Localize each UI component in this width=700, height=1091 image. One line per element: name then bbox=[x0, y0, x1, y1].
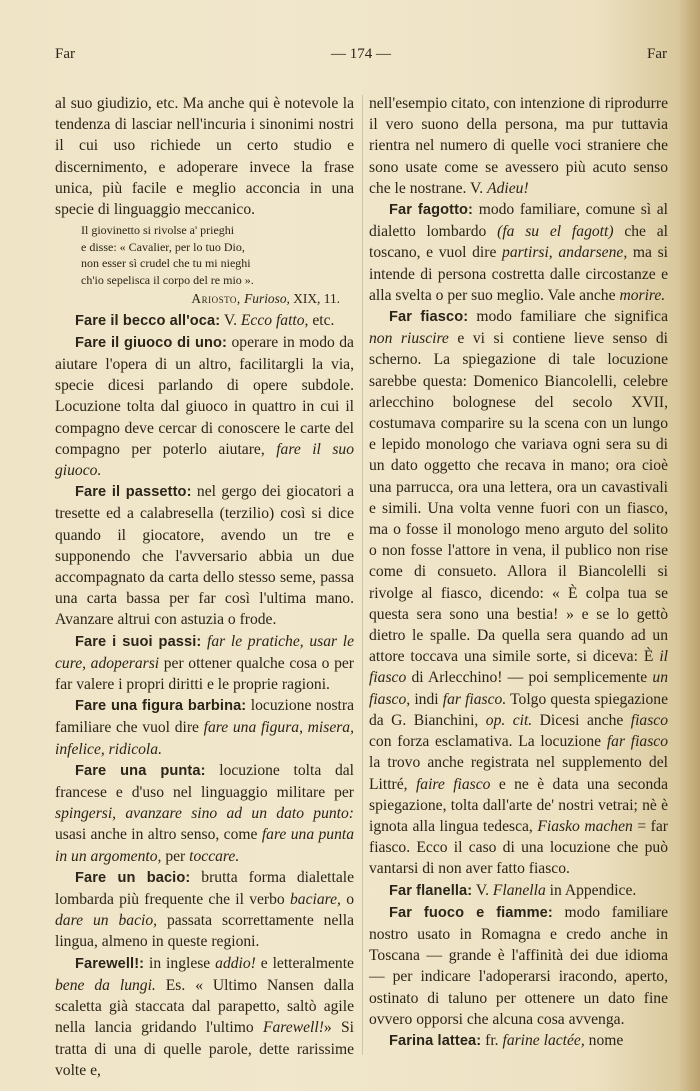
entry-text: usasi anche in altro senso, come bbox=[55, 826, 258, 844]
entry-text: operare in modo da aiutare l'opera di un altro, facilitargli la via, specie dicesi parlando di opere subdole. Locuzione tolta dal giuoco in quattro in cui il compagno deve cercar di conoscere le carte del compagno per poterlo aiutare, bbox=[55, 333, 354, 458]
entry-text: in inglese bbox=[149, 954, 211, 972]
entry-fare-il-becco-all-oca bbox=[55, 310, 354, 332]
entry-term: Far flanella: bbox=[389, 882, 473, 899]
entry-italic: far fiasco. bbox=[442, 690, 507, 708]
entry-italic: non riuscire bbox=[369, 330, 449, 348]
entry-italic: faire fiasco bbox=[415, 775, 491, 793]
entry-text: locuzione tolta dal francese e d'uso nel linguaggio militare per bbox=[55, 761, 354, 802]
entry-italic: il fiasco bbox=[369, 648, 668, 687]
entry-italic: farine lactée, bbox=[502, 1031, 585, 1049]
left-column bbox=[55, 93, 354, 1081]
entry-italic: fare una figura, misera, infelice, ridicola. bbox=[55, 719, 355, 758]
entry-text: nel gergo dei giocatori a tresette ed a calabresella (terzilio) così si dice quando il giocatore, avendo un tre e supponendo che l'avversario abbia un due accompagnato da carta dello stesso seme, passa una carta bassa per far così l'ultima mano. Avanzare altrui con astuzia o frode. bbox=[55, 483, 354, 629]
entry-far-fagotto bbox=[369, 199, 668, 306]
entry-italic: Fiasko machen bbox=[537, 817, 633, 835]
entry-text: per ottener qualche cosa o per far valere i propri diritti e le proprie ragioni. bbox=[55, 654, 354, 694]
entry-text: di Arlecchino! — poi semplicemente bbox=[411, 669, 648, 687]
entry-italic: fare una punta in un argomento, bbox=[55, 826, 355, 865]
entry-italic: un fiasco, bbox=[369, 669, 668, 708]
entry-term: Far fagotto: bbox=[389, 202, 474, 219]
entry-term: Farina lattea: bbox=[389, 1032, 482, 1049]
entry-fare-il-giuoco-di-uno bbox=[55, 332, 354, 481]
entry-text: per bbox=[165, 847, 186, 865]
entry-text: in Appendice. bbox=[549, 881, 637, 899]
entry-italic: Ecco fatto bbox=[240, 311, 305, 329]
header-left-word: Far bbox=[55, 46, 75, 62]
entry-italic: fare il suo giuoco. bbox=[55, 440, 354, 480]
page-edge-shadow bbox=[678, 0, 700, 1091]
page-number: — 174 — bbox=[331, 46, 391, 62]
entry-text: Dicesi anche bbox=[539, 711, 624, 729]
entry-text: V. bbox=[223, 311, 237, 329]
entry-far-flanella bbox=[369, 880, 668, 902]
column-divider bbox=[362, 95, 363, 1055]
entry-text: e vi si contiene lieve senso di scherno. La spiegazione di tale locuzione sarebbe questa: Domenico Biancolelli, celebre arlecchino bolognese del secolo XVII, costumava comparire su la scena con un lungo e lepido monologo che variava ogni sera su di un dato oggetto che recava in mano; ora cioè una parrucca, ora una lettera, ora un cavastivali e simili. Una volta venne fuori con un fiasco, ma o fosse il monologo meno arguto del solito o non fosse l'attore in vena, il publico non rise come di consueto. Allora il Biancolelli si rivolge al fiasco, dicendo: « È colpa tua se questa sera sono una bestia! » e se lo gettò dietro le spalle. Da quella sera quando ad un attore toccava una simile sorte, si diceva: È bbox=[369, 330, 668, 666]
entry-text: passata scorrettamente nella lingua, almeno in queste regioni. bbox=[55, 912, 354, 951]
verse-line: e disse: « Cavalier, per lo tuo Dio, bbox=[81, 239, 245, 254]
entry-italic: partirsi, andarsene, bbox=[502, 244, 628, 262]
entry-italic: dare un bacio, bbox=[55, 912, 158, 930]
paragraph-text: al suo giudizio, etc. Ma anche qui è notevole la tendenza di lasciar nell'incuria i sinonimi nostri il cui uso richiede un certo studio e discernimento, e adoperare invece la frase unica, più facile e meglio acconcia in una specie di linguaggio meccanico. bbox=[55, 95, 354, 219]
entry-fare-i-suoi-passi bbox=[55, 631, 354, 696]
entry-italic: baciare, bbox=[289, 891, 341, 909]
entry-term: Far fiasco: bbox=[389, 309, 469, 326]
entry-term: Fare un bacio: bbox=[75, 869, 191, 886]
entry-text: e letteralmente bbox=[260, 954, 354, 972]
entry-term: Fare una figura barbina: bbox=[75, 698, 247, 715]
entry-italic: Farewell! bbox=[262, 1019, 324, 1037]
verse-line: ch'io sepelisca il corpo del re mio ». bbox=[81, 273, 254, 287]
right-column bbox=[369, 93, 668, 1052]
entry-text: nome bbox=[588, 1031, 624, 1049]
entry-term: Far fuoco e fiamme: bbox=[389, 904, 553, 921]
entry-fare-il-passetto bbox=[55, 481, 354, 630]
entry-term: Fare il giuoco di uno: bbox=[75, 334, 228, 351]
entry-text: , etc. bbox=[304, 311, 335, 329]
entry-italic: fiasco bbox=[630, 711, 668, 729]
continued-paragraph bbox=[369, 93, 668, 199]
entry-italic: bene da lungi. bbox=[55, 976, 156, 994]
entry-text: = far fiasco. Ecco il caso di una locuzione che può vantarsi di non aver fatto fiasco. bbox=[369, 817, 668, 878]
entry-fare-un-bacio bbox=[55, 867, 354, 953]
entry-fare-una-punta bbox=[55, 760, 354, 867]
entry-text: indi bbox=[414, 690, 439, 708]
entry-term: Fare una punta: bbox=[75, 762, 206, 779]
paragraph-text: nell'esempio citato, con intenzione di riprodurre il vero suono della persona, ma pur tuttavia rientra nel numero di quelle voci straniere che sono usate come se avessero più acuto senso che le nostrane. V. bbox=[369, 95, 668, 197]
running-header bbox=[55, 44, 667, 66]
entry-term: Fare i suoi passi: bbox=[75, 633, 202, 650]
entry-far-fiasco bbox=[369, 306, 668, 879]
entry-text: Es. « Ultimo Nansen dalla scaletta già staccata dal parapetto, saltò agile nella lancia gridando l'ultimo bbox=[55, 976, 355, 1037]
entry-text: modo familiare che significa bbox=[476, 308, 669, 326]
entry-italic: Adieu! bbox=[487, 179, 529, 197]
entry-italic: op. cit. bbox=[485, 711, 533, 729]
entry-fare-una-figura-barbina bbox=[55, 695, 354, 760]
entry-text: ma si intende di persona costretta dalle circostanze e alla svelta o per suo meglio. Vale anche bbox=[369, 244, 668, 304]
entry-text: modo familiare, comune sì al dialetto lombardo bbox=[369, 201, 669, 241]
attribution-ref: XIX, 11. bbox=[293, 290, 340, 306]
verse-quotation bbox=[55, 222, 354, 288]
entry-italic: toccare. bbox=[189, 847, 240, 865]
entry-term: Fare il passetto: bbox=[75, 484, 192, 501]
entry-italic: Flanella bbox=[492, 881, 546, 899]
entry-text: che al toscano, e vuol dire bbox=[369, 223, 668, 262]
verse-line: non esser sì crudel che tu mi nieghi bbox=[81, 256, 251, 271]
entry-text: modo familiare nostro usato in Romagna e credo anche in Toscana — grande è l'affinità dei due idioma — per indicare l'adoperarsi iracondo, aperto, ostinato di taluno per ottenere un dato fine ovvero opporsi che alcuna cosa avvenga. bbox=[369, 903, 668, 1028]
entry-italic: spingersi, avanzare sino ad un dato punto: bbox=[55, 805, 354, 823]
header-right-word: Far bbox=[647, 46, 667, 62]
entry-farewell bbox=[55, 953, 354, 1081]
entry-italic: addio! bbox=[215, 954, 256, 972]
entry-italic: far fiasco bbox=[606, 733, 668, 751]
entry-text: la trovo anche registrata nel supplemento del Littré, bbox=[369, 754, 668, 793]
attribution-author: Ariosto, bbox=[191, 290, 241, 306]
entry-text: brutta forma dialettale lombarda più frequente che il verbo bbox=[55, 868, 355, 909]
verse-line: Il giovinetto si rivolse a' prieghi bbox=[81, 223, 235, 238]
entry-italic: (fa su el fagott) bbox=[497, 223, 614, 241]
entry-term: Farewell!: bbox=[75, 955, 145, 972]
entry-text: con forza esclamativa. La locuzione bbox=[369, 733, 602, 751]
entry-text: e ne è data una seconda spiegazione, tolta dall'arte de' nostri vetrai; nè è ignota alla lingua tedesca, bbox=[369, 775, 668, 835]
entry-far-fuoco-e-fiamme bbox=[369, 902, 668, 1030]
quotation-attribution bbox=[55, 289, 354, 308]
entry-italic: far le pratiche, usar le cure, adoperarsi bbox=[55, 632, 354, 672]
entry-text: » Si tratta di una di quelle parole, dette rarissime volte e, bbox=[55, 1019, 354, 1079]
entry-text: o bbox=[346, 891, 354, 909]
entry-text: locuzione nostra familiare che vuol dire bbox=[55, 697, 355, 737]
entry-italic: morire. bbox=[619, 286, 666, 304]
entry-text: Tolgo questa spiegazione da G. Bianchini, bbox=[369, 690, 669, 729]
attribution-work: Furioso, bbox=[244, 290, 290, 306]
entry-text: fr. bbox=[485, 1031, 499, 1049]
entry-text: V. bbox=[475, 881, 489, 899]
entry-farina-lattea bbox=[369, 1030, 668, 1052]
continued-paragraph bbox=[55, 93, 354, 220]
entry-term: Fare il becco all'oca: bbox=[75, 312, 221, 329]
